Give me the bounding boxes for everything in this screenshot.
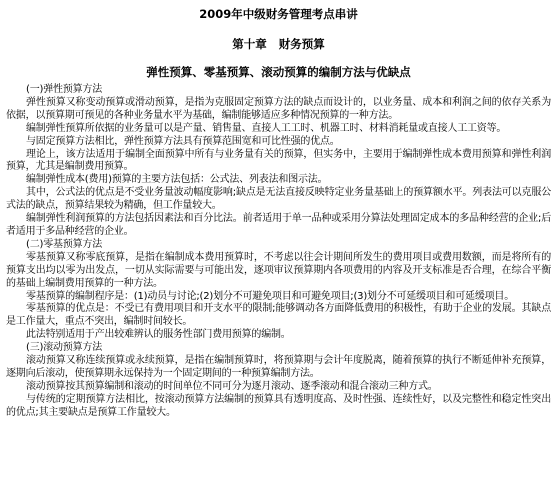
paragraph: 零基预算的优点是：不受已有费用项目和开支水平的限制;能够调动各方面降低费用的积极性，有助于企业的发展。其缺点是工作量大，重点不突出，编制时间较长。 <box>6 303 551 328</box>
paragraph: 零基预算的编制程序是：(1)动员与讨论;(2)划分不可避免项目和可避免项目;(3)划分不可延缓项目和可延缓项目。 <box>26 290 515 302</box>
paragraph: 编制弹性成本(费用)预算的主要方法包括：公式法、列表法和图示法。 <box>26 174 328 186</box>
document-title: 2009年中级财务管理考点串讲 <box>199 7 358 21</box>
paragraph: 滚动预算又称连续预算或永续预算，是指在编制预算时，将预算期与会计年度脱离，随着预算的执行不断延伸补充预算，逐期向后滚动，使预算期永远保持为一个固定期间的一种预算编制方法。 <box>6 355 551 379</box>
paragraph: 滚动预算按其预算编制和滚动的时间单位不同可分为逐月滚动、逐季滚动和混合滚动三种方式。 <box>26 380 438 392</box>
paragraph: 弹性预算又称变动预算或滑动预算，是指为克服固定预算方法的缺点而设计的，以业务量、成本和利润之间的依存关系为依据，以预算期可预见的各种业务量水平为基础，编制能够适应多种情况预算的一种方法。 <box>6 96 551 121</box>
paragraph: 理论上，该方法适用于编制全面预算中所有与业务量有关的预算，但实务中，主要用于编制弹性成本费用预算和弹性利润预算，尤其是编制费用预算。 <box>6 148 551 173</box>
document-body <box>6 84 551 420</box>
paragraph: 编制弹性利润预算的方法包括因素法和百分比法。前者适用于单一品种或采用分算法处理固定成本的多品种经营的企业;后者适用于多品种经营的企业。 <box>6 213 551 237</box>
section-title: 弹性预算、零基预算、滚动预算的编制方法与优缺点 <box>146 65 411 79</box>
chapter-name: 财务预算 <box>278 37 325 51</box>
paragraph: 此法特别适用于产出较难辨认的服务性部门费用预算的编制。 <box>26 329 291 341</box>
paragraph: 与传统的定期预算方法相比，按滚动预算方法编制的预算具有透明度高、及时性强、连续性好，以及完整性和稳定性突出的优点;其主要缺点是预算工作量较大。 <box>6 393 551 418</box>
paragraph: 其中，公式法的优点是不受业务量波动幅度影响;缺点是无法直接反映特定业务量基础上的预算额水平。列表法可以克服公式法的缺点，预算结果较为精确，但工作量较大。 <box>6 187 551 212</box>
chapter-heading <box>6 36 551 52</box>
paragraph: 编制弹性预算所依据的业务量可以是产量、销售量、直接人工工时、机器工时、材料消耗量或直接人工工资等。 <box>26 122 507 134</box>
paragraph: 零基预算又称零底预算，是指在编制成本费用预算时，不考虑以往会计期间所发生的费用项目或费用数额，而是将所有的预算支出均以零为出发点，一切从实际需要与可能出发，逐项审议预算期内各项费用的内容及开支标准是否合理，在综合平衡的基础上编制费用预算的一种方法。 <box>6 251 551 289</box>
paragraph: 与固定预算方法相比，弹性预算方法具有预算范围宽和可比性强的优点。 <box>26 135 340 147</box>
subsection-heading-zero-based: (二)零基预算方法 <box>26 238 103 250</box>
chapter-number: 第十章 <box>232 37 267 51</box>
subsection-heading-flexible: (一)弹性预算方法 <box>26 84 103 95</box>
subsection-heading-rolling: (三)滚动预算方法 <box>26 342 103 354</box>
